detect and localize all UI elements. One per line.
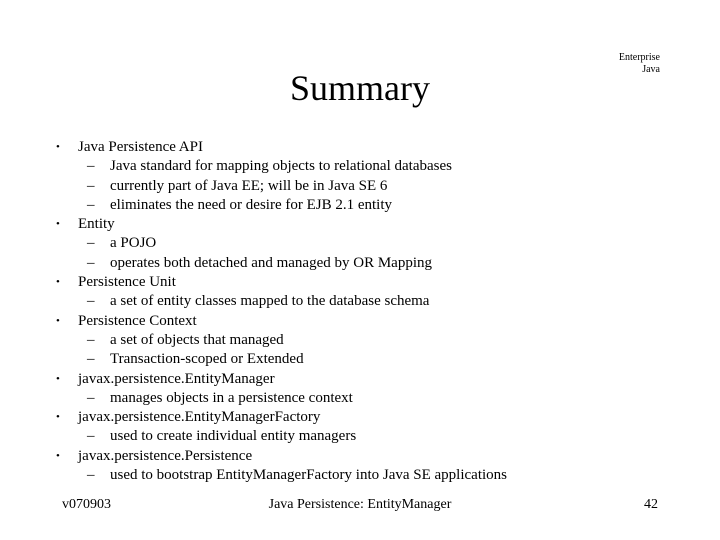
footer-version: v070903 xyxy=(62,497,111,512)
slide-title: Summary xyxy=(290,68,430,108)
sub-item xyxy=(78,254,676,273)
bullet-item xyxy=(56,447,676,486)
sub-item-text: Transaction-scoped or Extended xyxy=(110,351,304,368)
dash-icon: – xyxy=(87,235,95,252)
bullet-list xyxy=(56,138,676,485)
dash-icon: – xyxy=(87,331,95,348)
sub-item-text: a set of entity classes mapped to the database schema xyxy=(110,293,430,310)
sub-item-text: used to create individual entity managers xyxy=(110,428,357,445)
bullet-item xyxy=(56,312,676,370)
dash-icon: – xyxy=(87,196,95,213)
sub-item-text: operates both detached and managed by OR Mapping xyxy=(110,254,432,271)
bullet-text: Persistence Context xyxy=(78,312,197,329)
sub-item-text: eliminates the need or desire for EJB 2.1 entity xyxy=(110,196,393,213)
sub-item xyxy=(78,292,676,311)
bullet-text: javax.persistence.Persistence xyxy=(78,447,253,464)
bullet-dot-icon: • xyxy=(56,372,60,385)
sub-item xyxy=(78,389,676,408)
sub-item-text: used to bootstrap EntityManagerFactory into Java SE applications xyxy=(110,467,508,484)
sub-item xyxy=(78,350,676,369)
bullet-dot-icon: • xyxy=(56,314,60,327)
course-label-line1: Enterprise xyxy=(618,52,660,63)
bullet-text: javax.persistence.EntityManagerFactory xyxy=(78,409,321,426)
bullet-dot-icon: • xyxy=(56,218,60,231)
bullet-item xyxy=(56,138,676,215)
dash-icon: – xyxy=(87,293,95,310)
bullet-dot-icon: • xyxy=(56,276,60,289)
course-label-line2: Java xyxy=(642,64,660,75)
dash-icon: – xyxy=(87,351,95,368)
sub-item xyxy=(78,466,676,485)
bullet-item xyxy=(56,408,676,447)
bullet-text: javax.persistence.EntityManager xyxy=(78,370,275,387)
bullet-text: Persistence Unit xyxy=(78,274,176,291)
dash-icon: – xyxy=(87,254,95,271)
sub-item-text: manages objects in a persistence context xyxy=(110,389,353,406)
bullet-item xyxy=(56,273,676,312)
dash-icon: – xyxy=(87,389,95,406)
sub-item-text: currently part of Java EE; will be in Java SE 6 xyxy=(110,177,388,194)
sub-item xyxy=(78,196,676,215)
bullet-dot-icon: • xyxy=(56,411,60,424)
bullet-text: Java Persistence API xyxy=(78,139,203,155)
dash-icon: – xyxy=(87,467,95,484)
sub-item xyxy=(78,331,676,350)
dash-icon: – xyxy=(87,177,95,194)
bullet-item xyxy=(56,215,676,273)
footer-course-title: Java Persistence: EntityManager xyxy=(268,497,452,512)
bullet-item xyxy=(56,370,676,409)
sub-item xyxy=(78,177,676,196)
sub-item-text: Java standard for mapping objects to relational databases xyxy=(110,158,452,175)
bullet-dot-icon: • xyxy=(56,141,60,153)
dash-icon: – xyxy=(87,158,95,175)
sub-item-text: a POJO xyxy=(110,235,157,252)
sub-item xyxy=(78,427,676,446)
dash-icon: – xyxy=(87,428,95,445)
bullet-text: Entity xyxy=(78,216,115,233)
footer-page-number: 42 xyxy=(644,497,658,512)
bullet-dot-icon: • xyxy=(56,449,60,462)
sub-item xyxy=(78,234,676,253)
sub-item xyxy=(78,157,676,176)
sub-item-text: a set of objects that managed xyxy=(110,331,284,348)
